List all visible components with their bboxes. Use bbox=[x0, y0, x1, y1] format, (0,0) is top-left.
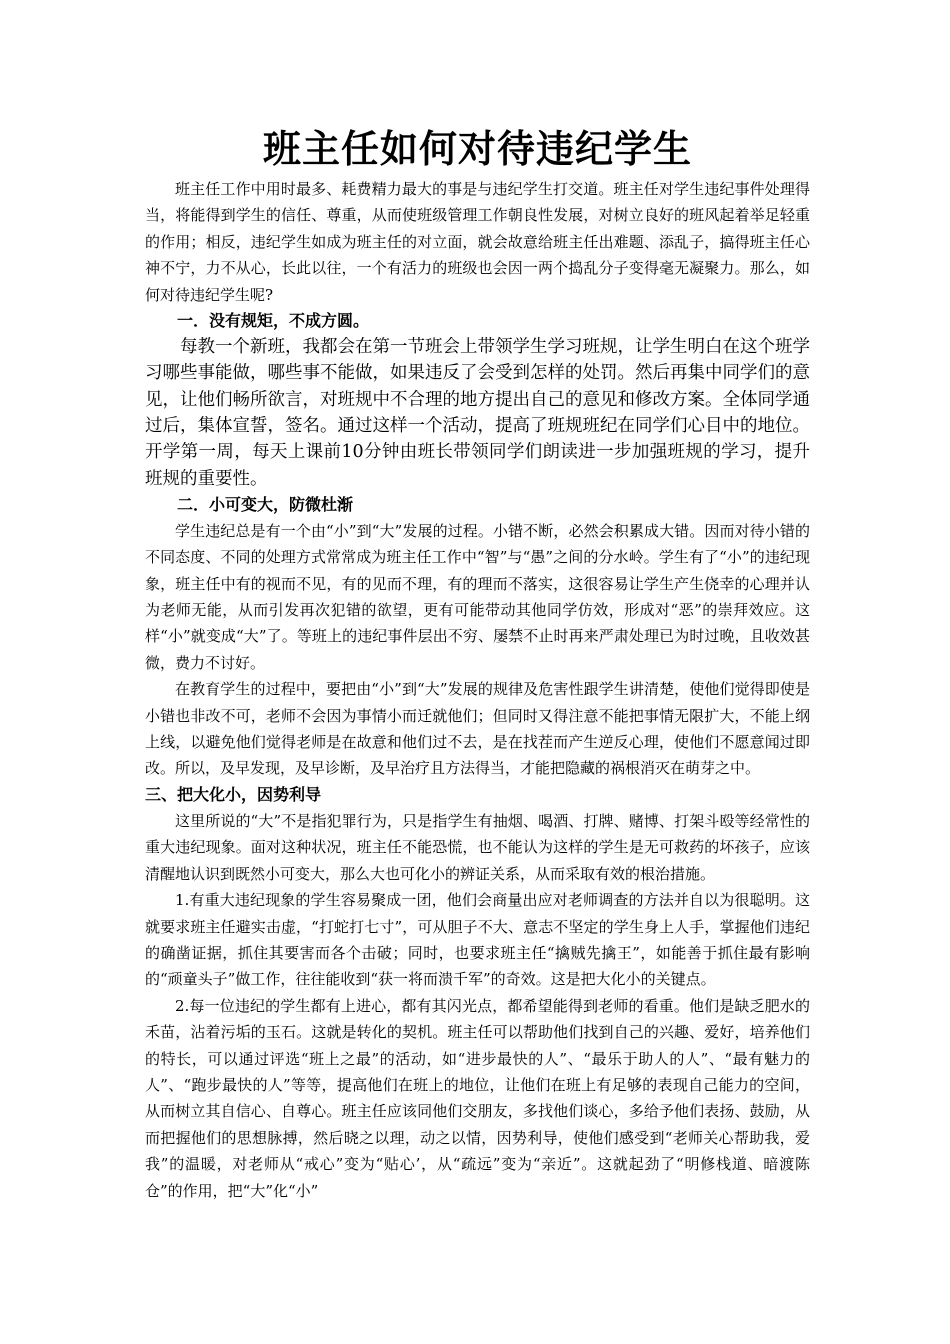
section-2-paragraph-1: 学生违纪总是有一个由“小”到“大”发展的过程。小错不断，必然会积累成大错。因而对待小错的不同态度、不同的处理方式常常成为班主任工作中“智”与“愚”之间的分水岭。学生有了“小”的违纪现象，班主任中有的视而不见，有的见而不理，有的理而不落实，这很容易让学生产生侥幸的心理并认为老师无能，从而引发再次犯错的欲望，更有可能带动其他同学仿效，形成对“恶”的崇拜效应。这样“小”就变成“大”了。等班上的违纪事件层出不穷、屡禁不止时再来严肃处理已为时过晚，且收效甚微，费力不讨好。 bbox=[145, 521, 810, 672]
document-title: 班主任如何对待违纪学生 bbox=[262, 127, 692, 171]
section-3-point-1: 1.有重大违纪现象的学生容易聚成一团，他们会商量出应对老师调查的方法并自以为很聪明。这就要求班主任避实击虚，“打蛇打七寸”，可从胆子不大、意志不坚定的学生身上人手，掌握他们违纪的确凿证据，抓住其要害而各个击破；同时，也要求班主任“擒贼先擒王”，如能善于抓住最有影响的“顽童头子”做工作，往往能收到“获一将而溃千军”的奇效。这是把大化小的关键点。 bbox=[145, 891, 810, 989]
section-heading-2: 二．小可变大，防微杜渐 bbox=[177, 494, 354, 514]
section-1-paragraph: 每教一个新班，我都会在第一节班会上带领学生学习班规，让学生明白在这个班学习哪些事能做，哪些事不能做，如果违反了会受到怎样的处罚。然后再集中同学们的意见，让他们畅所欲言，对班规中不合理的地方提出自己的意见和修改方案。全体同学通过后，集体宣誓，签名。通过这样一个活动，提高了班规班纪在同学们心目中的地位。开学第一周，每天上课前10分钟由班长带领同学们朗读进一步加强班规的学习，提升班规的重要性。 bbox=[145, 337, 810, 489]
document-page bbox=[145, 124, 810, 1204]
section-heading-3: 三、把大化小，因势利导 bbox=[145, 784, 322, 804]
intro-paragraph: 班主任工作中用时最多、耗费精力最大的事是与违纪学生打交道。班主任对学生违纪事件处理得当，将能得到学生的信任、尊重，从而使班级管理工作朝良性发展，对树立良好的班风起着举足轻重的作用；相反，违纪学生如成为班主任的对立面，就会故意给班主任出难题、添乱子，搞得班主任心神不宁，力不从心，长此以往，一个有活力的班级也会因一两个捣乱分子变得毫无凝聚力。那么，如何对待违纪学生呢? bbox=[145, 180, 810, 304]
section-2-paragraph-2: 在教育学生的过程中，要把由“小”到“大”发展的规律及危害性跟学生讲清楚，使他们觉得即使是小错也非改不可，老师不会因为事情小而迁就他们；但同时又得注意不能把事情无限扩大，不能上纲上线，以避免他们觉得老师是在故意和他们过不去，是在找茬而产生逆反心理，使他们不愿意闻过即改。所以，及早发现，及早诊断，及早治疗且方法得当，才能把隐藏的祸根消灭在萌芽之中。 bbox=[145, 680, 810, 778]
section-3-paragraph-1: 这里所说的“大”不是指犯罪行为，只是指学生有抽烟、喝酒、打牌、赌博、打架斗殴等经常性的重大违纪现象。面对这种状况，班主任不能恐慌，也不能认为这样的学生是无可救药的坏孩子，应该清醒地认识到既然小可变大，那么大也可化小的辨证关系，从而采取有效的根治措施。 bbox=[145, 811, 810, 883]
section-heading-1: 一．没有规矩，不成方圆。 bbox=[177, 311, 370, 331]
section-3-point-2: 2.每一位违纪的学生都有上进心，都有其闪光点，都希望能得到老师的看重。他们是缺乏肥水的禾苗，沾着污垢的玉石。这就是转化的契机。班主任可以帮助他们找到自己的兴趣、爱好，培养他们的特长，可以通过评选“班上之最”的活动，如“进步最快的人”、“最乐于助人的人”、“最有魅力的人”、“跑步最快的人”等等，提高他们在班上的地位，让他们在班上有足够的表现自己能力的空间，从而树立其自信心、自尊心。班主任应该同他们交朋友，多找他们谈心，多给予他们表扬、鼓励，从而把握他们的思想脉搏，然后晓之以理，动之以情，因势利导，使他们感受到“老师关心帮助我，爱我”的温暖，对老师从“戒心”变为“贴心’，从“疏远”变为“亲近”。这就起劲了“明修栈道、暗渡陈仓”的作用，把“大”化“小” bbox=[145, 996, 810, 1200]
